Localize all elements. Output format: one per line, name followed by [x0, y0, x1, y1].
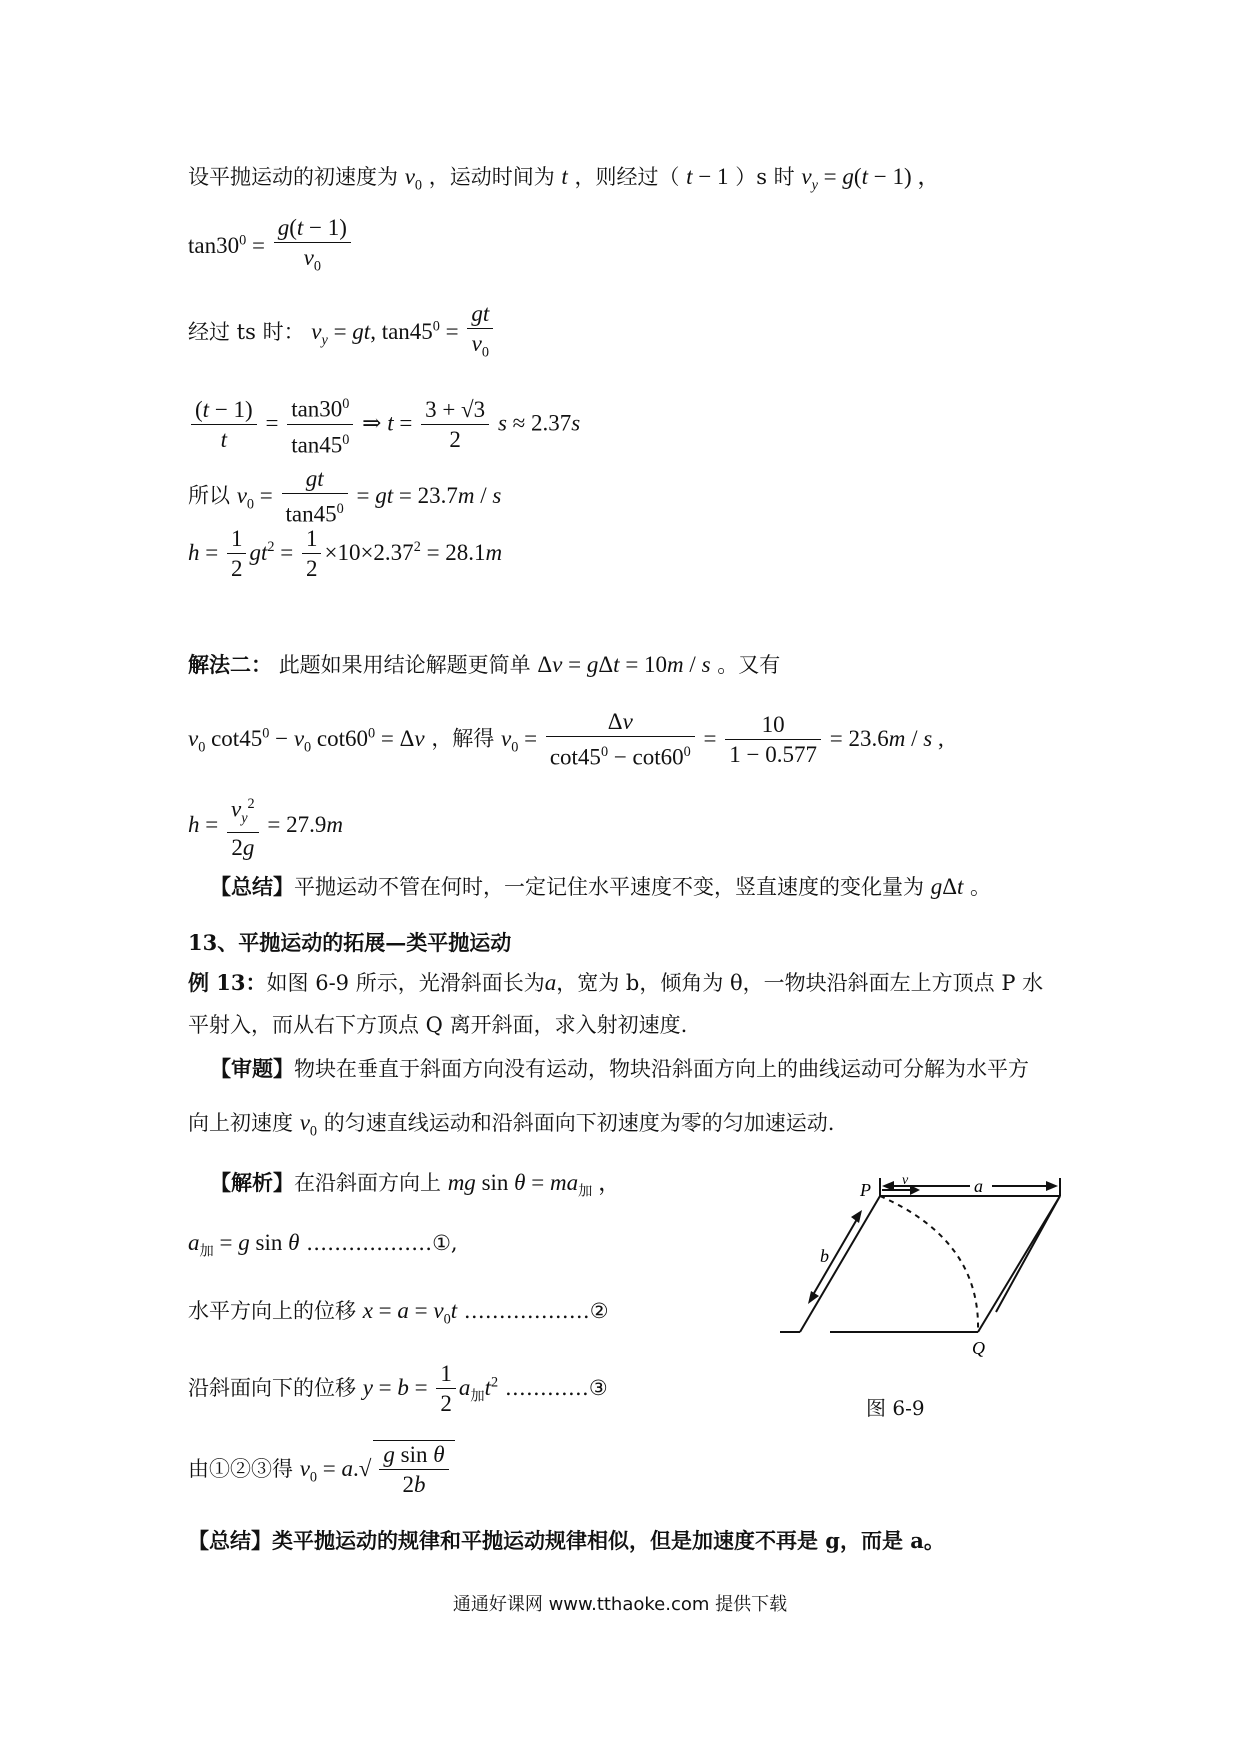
solution-two-formula: $v_0$ $\cot 45^0 - v_0$ $\cot 60^0 = \Delta v$ ，解得 $v_0$ = $\frac{\Delta v}{\cot 45^0 - \cot 60^0}$ = $\frac{10}{1 - 0.577}$ = 23.6m / s , [188, 708, 944, 773]
formula-t-minus-1: t − 1 [686, 164, 729, 189]
left-edge [800, 1196, 880, 1332]
analysis-line1: 【解析】在沿斜面方向上 mg $\sin \theta = ma_加$ ， [210, 1170, 622, 1200]
review-line2: 向上初速度 $v_0$ 的匀速直线运动和沿斜面向下初速度为零的匀加速运动. [188, 1110, 835, 1140]
analysis-line5: 由①②③得 $v_0 = a.√$ $\frac{\text{g sin θ}}{2b}$ [188, 1440, 455, 1500]
formula-h2: h = $\frac{v_y^2}{2g}$ = 27.9m [188, 790, 343, 863]
solution-two-line: 解法二： 此题如果用结论解题更简单 Δv = gΔt = 10m / s 。又有 [188, 652, 781, 677]
label-p: P [860, 1180, 871, 1200]
label-a: a [974, 1176, 983, 1196]
section-13-heading: 13、平抛运动的拓展—类平抛运动 [188, 930, 512, 955]
b-arrow-head-top [851, 1210, 862, 1223]
formula-tan45-line: 经过 ts 时： $v_y$ = gt, $\tan 45^0$ = $\frac{gt}{v_0}$ [188, 300, 496, 368]
figure-caption: 图 6-9 [866, 1396, 925, 1420]
analysis-line4: 沿斜面向下的位移 y = b = $\frac{1}{2}$ $a_加t^2$ …………③ [188, 1360, 608, 1419]
formula-tan30: $\tan 30^0$ = $\frac{g(t - 1)}{v_0}$ [188, 214, 354, 282]
a-arrow-head-right [1046, 1181, 1058, 1191]
label-v: v [902, 1173, 909, 1188]
b-arrow [810, 1214, 860, 1300]
formula-solve-t: $\frac{(t - 1)}{t}$ = $\frac{\tan 30^0}{\tan 45^0}$ ⇒ t = $\frac{3 + √3}{2}$ s ≈ 2.37s [188, 390, 580, 460]
footer: 通通好课网 www.tthaoke.com 提供下载 [452, 1594, 788, 1615]
formula-vy: $v_y = g(t - 1)$ ， [801, 164, 941, 194]
formula-t: t [561, 164, 568, 189]
label-b: b [820, 1246, 829, 1266]
example-13-line1: 例 13：如图 6-9 所示，光滑斜面长为a，宽为 b，倾角为 θ，一物块沿斜面左上方顶点 P 水 [188, 970, 1044, 995]
analysis-line3: 水平方向上的位移 $x = a = v_0t$ ………………② [188, 1298, 609, 1328]
summary-one: 【总结】平抛运动不管在何时，一定记住水平速度不变，竖直速度的变化量为 gΔt 。 [210, 874, 992, 899]
intro-line: 设平抛运动的初速度为 $v_0$ ，运动时间为 t ，则经过（ t − 1 ）s 时 $v_y = g(t - 1)$ ， [188, 164, 941, 194]
review-line1: 【审题】物块在垂直于斜面方向没有运动，物块沿斜面方向上的曲线运动可分解为水平方 [210, 1056, 1029, 1081]
example-13-line2: 平射入，而从右下方顶点 Q 离开斜面，求入射初速度. [188, 1013, 688, 1037]
label-q: Q [972, 1338, 985, 1358]
analysis-line2: $a_加 = g$ sin θ ………………①, [188, 1230, 458, 1260]
formula-v0-result: 所以 $v_0$ = $\frac{gt}{\tan 45^0}$ = gt = 23.7m / s [188, 465, 501, 530]
trajectory-curve [880, 1196, 978, 1330]
summary-two: 【总结】类平抛运动的规律和平抛运动规律相似，但是加速度不再是 g，而是 a。 [188, 1528, 945, 1553]
inner-edge [996, 1196, 1060, 1312]
formula-v0: $v_0$ [404, 164, 423, 194]
formula-h1: h = $\frac{1}{2}$ $gt^2$ = $\frac{1}{2}$ $\times 10\times 2.37^2 = 28.1m$ [188, 525, 502, 584]
figure-6-9 [760, 1170, 1080, 1360]
